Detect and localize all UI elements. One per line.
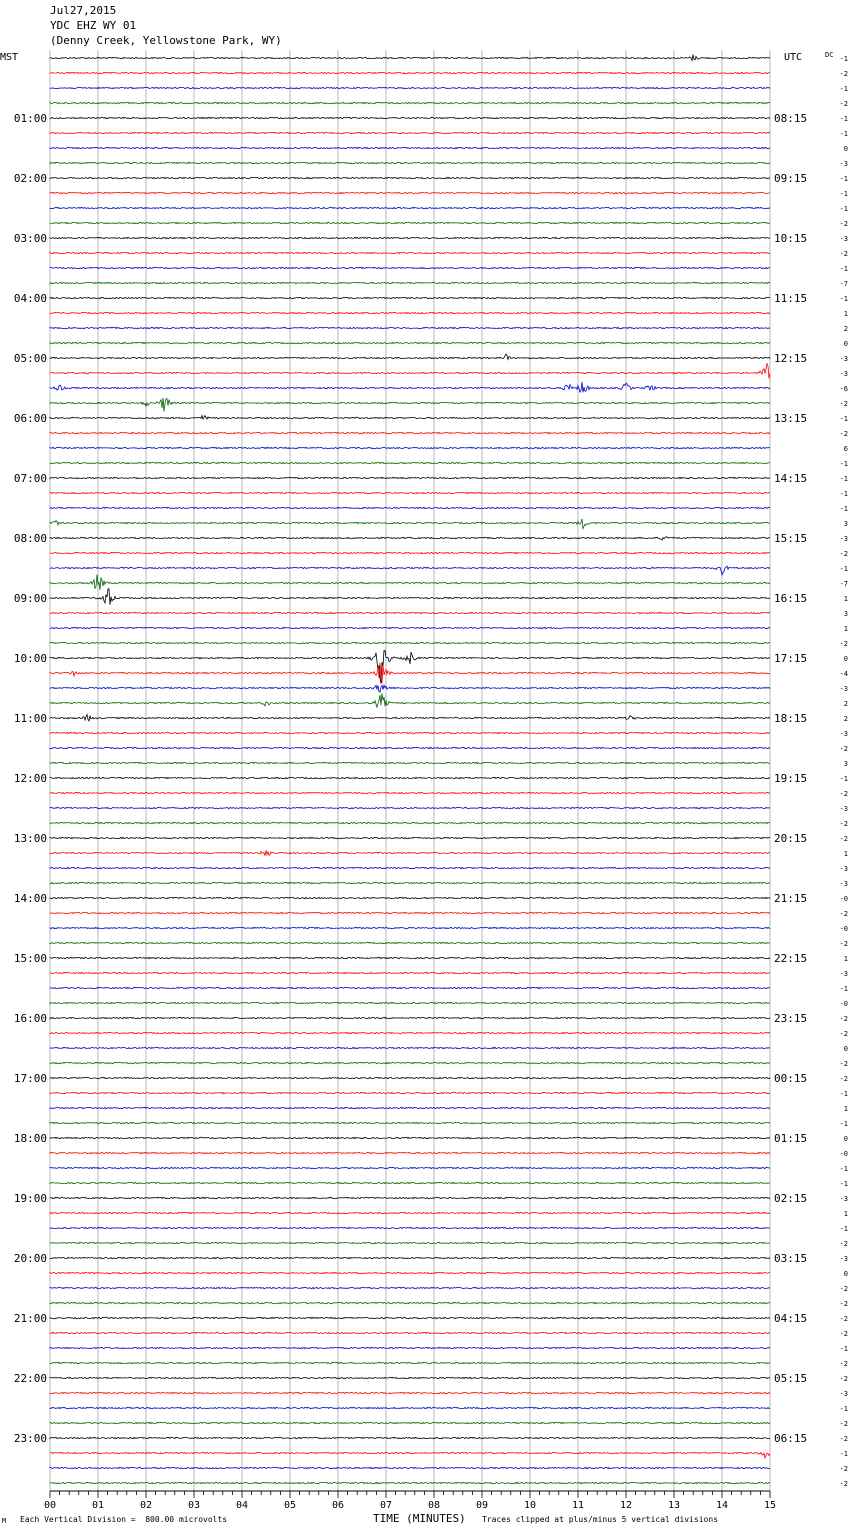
- dc-offset-label: -2: [839, 1330, 848, 1338]
- left-hour-label: 01:00: [13, 112, 47, 125]
- seismic-trace: [50, 663, 770, 683]
- right-hour-label: 15:15: [774, 532, 808, 545]
- right-hour-label: 16:15: [774, 592, 808, 605]
- seismic-trace: [50, 912, 770, 913]
- dc-offset-label: -3: [839, 355, 848, 363]
- dc-offset-label: 1: [843, 1210, 848, 1218]
- left-hour-label: 14:00: [13, 892, 47, 905]
- dc-offset-label: -2: [839, 1240, 848, 1248]
- dc-offset-label: 0: [843, 1135, 848, 1143]
- left-hour-label: 03:00: [13, 232, 47, 245]
- x-tick-label: 09: [475, 1500, 489, 1511]
- dc-offset-label: -1: [839, 1165, 848, 1173]
- seismic-trace: [50, 1437, 770, 1438]
- left-hour-label: 18:00: [13, 1132, 47, 1145]
- dc-offset-label: 1: [843, 955, 848, 963]
- seismic-trace: [50, 715, 770, 721]
- seismic-trace: [50, 987, 770, 988]
- dc-offset-label: -3: [839, 685, 848, 693]
- dc-offset-label: -2: [839, 220, 848, 228]
- x-tick-label: 07: [379, 1500, 393, 1511]
- left-hour-label: 16:00: [13, 1012, 47, 1025]
- x-tick-label: 04: [235, 1500, 249, 1511]
- dc-offset-label: -2: [839, 400, 848, 408]
- right-hour-label: 02:15: [774, 1192, 808, 1205]
- dc-offset-label: -1: [839, 505, 848, 513]
- dc-offset-label: -2: [839, 1300, 848, 1308]
- x-tick-label: 15: [763, 1500, 777, 1511]
- seismic-trace: [50, 252, 770, 253]
- left-hour-label: 12:00: [13, 772, 47, 785]
- seismic-trace: [50, 897, 770, 898]
- dc-offset-label: -2: [839, 1075, 848, 1083]
- seismic-trace: [50, 87, 770, 88]
- dc-offset-label: -2: [839, 1480, 848, 1488]
- dc-offset-label: -1: [839, 55, 848, 63]
- right-hour-label: 01:15: [774, 1132, 808, 1145]
- dc-offset-label: 1: [843, 310, 848, 318]
- left-hour-label: 17:00: [13, 1072, 47, 1085]
- dc-offset-label: 1: [843, 850, 848, 858]
- seismic-trace: [50, 312, 770, 313]
- seismic-trace: [50, 207, 770, 208]
- seismic-trace: [50, 398, 770, 412]
- dc-offset-label: -7: [839, 280, 848, 288]
- seismic-trace: [50, 416, 770, 420]
- seismic-trace: [50, 102, 770, 103]
- right-hour-label: 04:15: [774, 1312, 808, 1325]
- seismic-trace: [50, 192, 770, 193]
- seismic-trace: [50, 685, 770, 692]
- x-tick-label: 01: [91, 1500, 105, 1511]
- dc-offset-label: -1: [839, 85, 848, 93]
- left-hour-label: 23:00: [13, 1432, 47, 1445]
- seismic-trace: [50, 1197, 770, 1198]
- dc-offset-label: -1: [839, 190, 848, 198]
- dc-offset-label: -0: [839, 895, 848, 903]
- dc-offset-label: 2: [843, 700, 848, 708]
- right-hour-label: 17:15: [774, 652, 808, 665]
- dc-offset-label: -3: [839, 1195, 848, 1203]
- dc-offset-label: -2: [839, 640, 848, 648]
- seismic-trace: [50, 492, 770, 493]
- dc-offset-header: DC: [825, 51, 834, 59]
- x-tick-label: 14: [715, 1500, 729, 1511]
- dc-offset-label: -2: [839, 1030, 848, 1038]
- seismic-trace: [50, 642, 770, 643]
- dc-offset-label: -2: [839, 250, 848, 258]
- seismic-trace: [50, 447, 770, 448]
- dc-offset-label: -3: [839, 1255, 848, 1263]
- seismic-trace: [50, 342, 770, 343]
- dc-offset-label: -2: [839, 1015, 848, 1023]
- seismic-trace: [50, 72, 770, 73]
- left-hour-label: 09:00: [13, 592, 47, 605]
- seismic-trace: [50, 222, 770, 223]
- dc-offset-label: 1: [843, 1105, 848, 1113]
- right-timezone-label: UTC: [784, 52, 803, 63]
- seismic-trace: [50, 1137, 770, 1138]
- seismic-trace: [50, 850, 770, 855]
- dc-offset-label: -1: [839, 130, 848, 138]
- left-hour-label: 22:00: [13, 1372, 47, 1385]
- dc-offset-label: -3: [839, 235, 848, 243]
- seismic-trace: [50, 1182, 770, 1183]
- dc-offset-label: -3: [839, 535, 848, 543]
- dc-offset-label: -1: [839, 775, 848, 783]
- seismic-trace: [50, 55, 770, 61]
- dc-offset-label: -1: [839, 295, 848, 303]
- right-hour-label: 20:15: [774, 832, 808, 845]
- left-hour-label: 08:00: [13, 532, 47, 545]
- seismic-trace: [50, 651, 770, 684]
- left-hour-label: 10:00: [13, 652, 47, 665]
- seismic-trace: [50, 837, 770, 838]
- left-hour-label: 06:00: [13, 412, 47, 425]
- left-hour-label: 21:00: [13, 1312, 47, 1325]
- dc-offset-label: -0: [839, 1000, 848, 1008]
- seismic-trace: [50, 566, 770, 575]
- seismic-trace: [50, 1452, 770, 1458]
- dc-offset-label: 3: [843, 760, 848, 768]
- dc-offset-label: 0: [843, 655, 848, 663]
- seismic-trace: [50, 1257, 770, 1258]
- dc-offset-label: -1: [839, 1345, 848, 1353]
- left-hour-label: 04:00: [13, 292, 47, 305]
- seismic-trace: [50, 432, 770, 433]
- x-tick-label: 00: [43, 1500, 57, 1511]
- dc-offset-label: 0: [843, 1045, 848, 1053]
- dc-offset-label: -2: [839, 790, 848, 798]
- seismic-trace: [50, 267, 770, 268]
- x-tick-label: 06: [331, 1500, 345, 1511]
- right-hour-label: 09:15: [774, 172, 808, 185]
- x-tick-label: 05: [283, 1500, 297, 1511]
- corner-mark: M: [2, 1517, 7, 1525]
- x-tick-label: 02: [139, 1500, 153, 1511]
- seismic-trace: [50, 1092, 770, 1093]
- dc-offset-label: 0: [843, 1270, 848, 1278]
- dc-offset-label: -2: [839, 910, 848, 918]
- seismic-trace: [50, 1302, 770, 1303]
- seismic-trace: [50, 1482, 770, 1483]
- right-hour-label: 00:15: [774, 1072, 808, 1085]
- dc-offset-label: 0: [843, 145, 848, 153]
- x-axis-title: TIME (MINUTES): [373, 1512, 466, 1525]
- dc-offset-label: -6: [839, 385, 848, 393]
- dc-offset-label: -2: [839, 1435, 848, 1443]
- seismic-trace: [50, 1317, 770, 1318]
- seismic-trace: [50, 1362, 770, 1363]
- right-hour-label: 10:15: [774, 232, 808, 245]
- seismic-trace: [50, 1422, 770, 1423]
- seismic-trace: [50, 1077, 770, 1078]
- seismic-trace: [50, 1167, 770, 1168]
- dc-offset-label: -2: [839, 1285, 848, 1293]
- x-tick-label: 03: [187, 1500, 201, 1511]
- dc-offset-label: -1: [839, 985, 848, 993]
- dc-offset-label: 3: [843, 520, 848, 528]
- seismic-trace: [50, 132, 770, 133]
- seismic-trace: [50, 1227, 770, 1228]
- dc-offset-label: -2: [839, 1060, 848, 1068]
- dc-offset-label: -3: [839, 970, 848, 978]
- dc-offset-label: -1: [839, 1405, 848, 1413]
- left-hour-label: 15:00: [13, 952, 47, 965]
- seismic-trace: [50, 627, 770, 628]
- seismic-trace: [50, 822, 770, 823]
- seismic-trace: [50, 237, 770, 238]
- left-hour-label: 05:00: [13, 352, 47, 365]
- seismic-trace: [50, 162, 770, 163]
- clip-note: Traces clipped at plus/minus 5 vertical divisions: [482, 1515, 719, 1524]
- seismic-trace: [50, 747, 770, 748]
- dc-offset-label: -2: [839, 70, 848, 78]
- right-hour-label: 11:15: [774, 292, 808, 305]
- right-hour-label: 12:15: [774, 352, 808, 365]
- seismic-trace: [50, 807, 770, 808]
- right-hour-label: 13:15: [774, 412, 808, 425]
- dc-offset-label: -2: [839, 940, 848, 948]
- seismic-trace: [50, 354, 770, 359]
- right-hour-label: 21:15: [774, 892, 808, 905]
- seismic-trace: [50, 589, 770, 605]
- seismic-trace: [50, 1002, 770, 1003]
- station-location: (Denny Creek, Yellowstone Park, WY): [50, 34, 282, 47]
- chart-date: Jul27,2015: [50, 4, 117, 17]
- dc-offset-label: -2: [839, 100, 848, 108]
- right-hour-label: 22:15: [774, 952, 808, 965]
- dc-offset-label: -2: [839, 1465, 848, 1473]
- seismic-trace: [50, 1407, 770, 1408]
- left-hour-label: 19:00: [13, 1192, 47, 1205]
- seismic-trace: [50, 612, 770, 613]
- dc-offset-label: -2: [839, 745, 848, 753]
- seismic-trace: [50, 477, 770, 478]
- seismic-trace: [50, 1152, 770, 1153]
- seismic-trace: [50, 882, 770, 883]
- seismic-trace: [50, 1467, 770, 1468]
- seismic-trace: [50, 762, 770, 763]
- seismic-trace: [50, 1107, 770, 1108]
- x-tick-label: 08: [427, 1500, 441, 1511]
- dc-offset-label: -1: [839, 265, 848, 273]
- dc-offset-label: -2: [839, 1375, 848, 1383]
- left-hour-label: 11:00: [13, 712, 47, 725]
- seismic-trace: [50, 777, 770, 778]
- dc-offset-label: -1: [839, 205, 848, 213]
- x-tick-label: 11: [571, 1500, 585, 1511]
- dc-offset-label: -2: [839, 550, 848, 558]
- dc-offset-label: 6: [843, 445, 848, 453]
- x-tick-label: 13: [667, 1500, 681, 1511]
- right-hour-label: 06:15: [774, 1432, 808, 1445]
- seismic-trace: [50, 1212, 770, 1213]
- dc-offset-label: -3: [839, 865, 848, 873]
- scale-note: Each Vertical Division = 800.00 microvolts: [20, 1515, 228, 1524]
- dc-offset-label: 1: [843, 625, 848, 633]
- left-hour-label: 20:00: [13, 1252, 47, 1265]
- dc-offset-label: -0: [839, 1150, 848, 1158]
- seismic-trace: [50, 462, 770, 463]
- seismic-trace: [50, 867, 770, 868]
- left-hour-label: 02:00: [13, 172, 47, 185]
- dc-offset-label: -2: [839, 430, 848, 438]
- right-hour-label: 03:15: [774, 1252, 808, 1265]
- dc-offset-label: -2: [839, 835, 848, 843]
- seismic-trace: [50, 1392, 770, 1393]
- dc-offset-label: -2: [839, 1315, 848, 1323]
- dc-offset-label: -2: [839, 820, 848, 828]
- seismic-trace: [50, 537, 770, 540]
- station-code: YDC EHZ WY 01: [50, 19, 137, 32]
- seismic-trace: [50, 327, 770, 328]
- axis-labels: [14, 55, 848, 1511]
- seismic-trace: [50, 972, 770, 973]
- dc-offset-label: 1: [843, 595, 848, 603]
- seismic-trace: [50, 117, 770, 118]
- dc-offset-label: -1: [839, 475, 848, 483]
- left-hour-label: 07:00: [13, 472, 47, 485]
- dc-offset-label: -3: [839, 370, 848, 378]
- dc-offset-label: -3: [839, 730, 848, 738]
- right-hour-label: 19:15: [774, 772, 808, 785]
- dc-offset-label: -2: [839, 1360, 848, 1368]
- seismic-trace: [50, 552, 770, 553]
- dc-offset-label: -1: [839, 1090, 848, 1098]
- dc-offset-label: 0: [843, 340, 848, 348]
- plot-grid: [50, 50, 770, 1498]
- dc-offset-label: -1: [839, 415, 848, 423]
- seismic-trace: [50, 297, 770, 298]
- left-hour-label: 13:00: [13, 832, 47, 845]
- dc-offset-label: -1: [839, 175, 848, 183]
- seismic-trace: [50, 1062, 770, 1063]
- dc-offset-label: -0: [839, 925, 848, 933]
- right-hour-label: 08:15: [774, 112, 808, 125]
- dc-offset-label: -3: [839, 1390, 848, 1398]
- dc-offset-label: 2: [843, 325, 848, 333]
- seismic-trace: [50, 1122, 770, 1123]
- seismic-trace: [50, 1017, 770, 1018]
- dc-offset-label: -3: [839, 880, 848, 888]
- seismic-trace: [50, 382, 770, 392]
- seismic-trace: [50, 1272, 770, 1273]
- seismic-trace: [50, 177, 770, 178]
- x-tick-label: 10: [523, 1500, 537, 1511]
- seismic-trace: [50, 792, 770, 793]
- dc-offset-label: -1: [839, 490, 848, 498]
- dc-offset-label: -3: [839, 805, 848, 813]
- seismic-trace: [50, 363, 770, 378]
- right-hour-label: 23:15: [774, 1012, 808, 1025]
- dc-offset-label: -3: [839, 160, 848, 168]
- dc-offset-label: -1: [839, 1120, 848, 1128]
- right-hour-label: 18:15: [774, 712, 808, 725]
- dc-offset-label: -7: [839, 580, 848, 588]
- seismic-trace: [50, 1032, 770, 1033]
- left-timezone-label: MST: [0, 52, 19, 63]
- seismic-trace: [50, 507, 770, 508]
- right-hour-label: 14:15: [774, 472, 808, 485]
- dc-offset-label: -1: [839, 1450, 848, 1458]
- dc-offset-label: 2: [843, 715, 848, 723]
- dc-offset-label: -1: [839, 565, 848, 573]
- dc-offset-label: 3: [843, 610, 848, 618]
- seismic-trace: [50, 732, 770, 733]
- seismic-traces: [50, 55, 770, 1484]
- dc-offset-label: -1: [839, 1180, 848, 1188]
- dc-offset-label: -1: [839, 115, 848, 123]
- seismic-trace: [50, 1287, 770, 1288]
- seismic-trace: [50, 519, 770, 529]
- seismic-trace: [50, 1347, 770, 1348]
- seismic-trace: [50, 693, 770, 707]
- x-tick-label: 12: [619, 1500, 633, 1511]
- dc-offset-label: -4: [839, 670, 848, 678]
- seismic-trace: [50, 1242, 770, 1243]
- seismic-trace: [50, 927, 770, 928]
- seismic-trace: [50, 942, 770, 943]
- dc-offset-label: -2: [839, 1420, 848, 1428]
- seismic-trace: [50, 147, 770, 148]
- seismic-trace: [50, 1377, 770, 1378]
- right-hour-label: 05:15: [774, 1372, 808, 1385]
- seismic-trace: [50, 282, 770, 283]
- seismic-trace: [50, 1047, 770, 1048]
- dc-offset-label: -1: [839, 1225, 848, 1233]
- seismic-trace: [50, 575, 770, 590]
- seismic-trace: [50, 1332, 770, 1333]
- dc-offset-label: -1: [839, 460, 848, 468]
- seismic-trace: [50, 957, 770, 958]
